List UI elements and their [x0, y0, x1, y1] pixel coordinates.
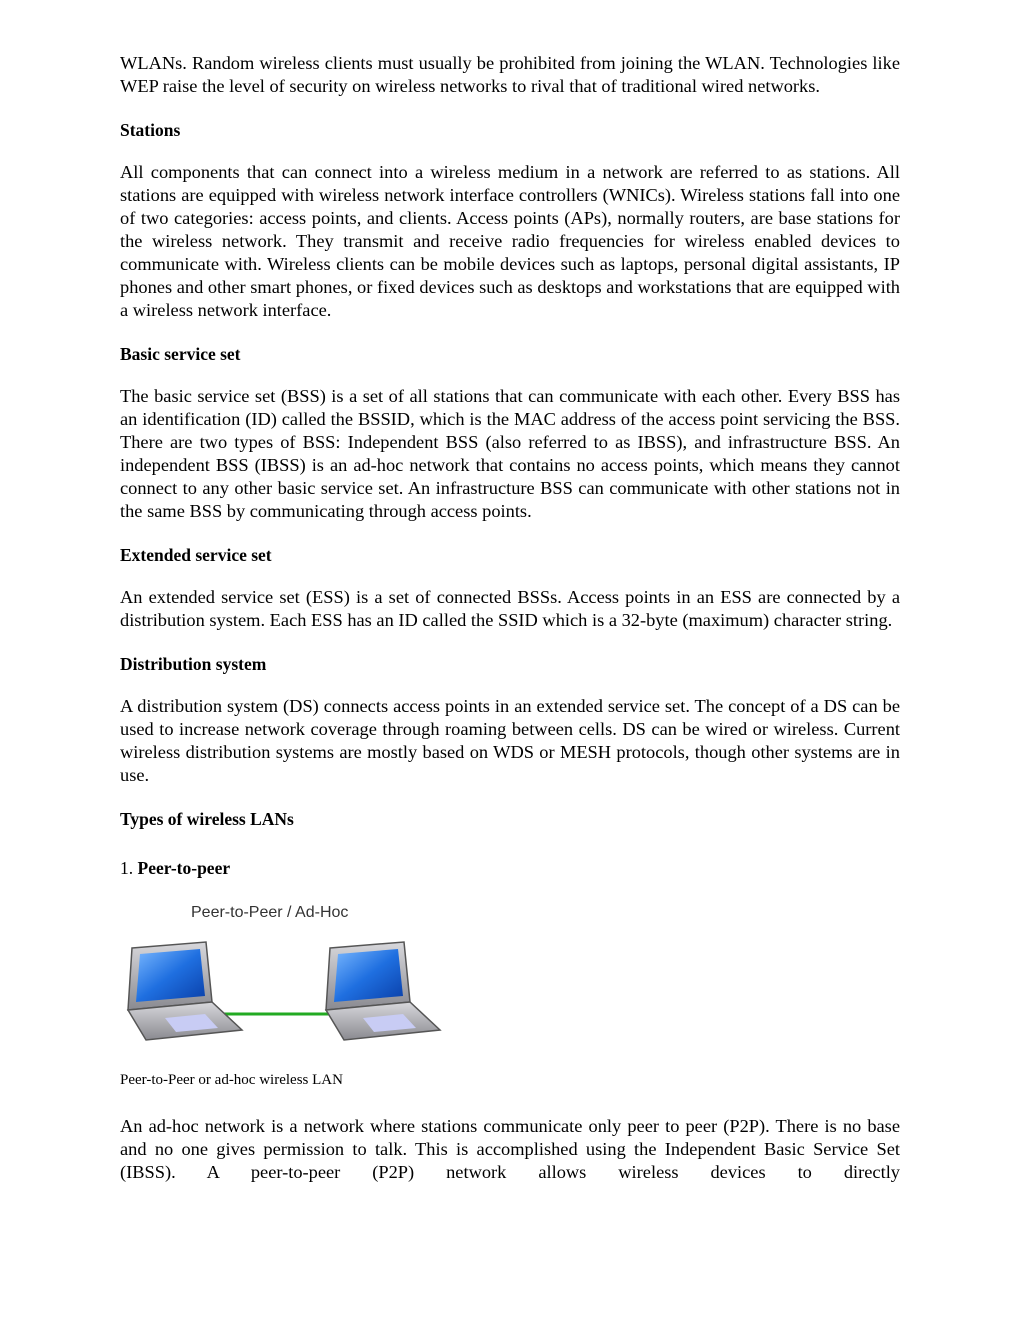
intro-paragraph: WLANs. Random wireless clients must usually be prohibited from joining the WLAN. Technologies like WEP raise the level of security on wireless networks to rival that of traditional wired networks.	[120, 53, 900, 96]
closing-paragraph: An ad-hoc network is a network where stations communicate only peer to peer (P2P). There is no base and no one gives permission to talk. This is accomplished using the Independent Basic Service Set (IBSS). A peer-to-peer (P2P) network allows wireless devices to directly	[120, 1116, 900, 1182]
section-body-basic-service-set: The basic service set (BSS) is a set of all stations that can communicate with each other. Every BSS has an identification (ID) called the BSSID, which is the MAC address of the access point servicing the BSS. There are two types of BSS: Independent BSS (also referred to as IBSS), and infrastructure BSS. An independent BSS (IBSS) is an ad-hoc network that contains no access points, which means they cannot connect to any other basic service set. An infrastructure BSS can communicate with other stations not in the same BSS by communicating through access points.	[120, 386, 900, 521]
list-item-peer-to-peer	[120, 857, 900, 880]
section-body-extended-service-set: An extended service set (ESS) is a set of connected BSSs. Access points in an ESS are connected by a distribution system. Each ESS has an ID called the SSID which is a 32-byte (maximum) character string.	[120, 587, 900, 630]
section-heading-basic-service-set: Basic service set	[120, 344, 241, 364]
types-heading: Types of wireless LANs	[120, 809, 294, 829]
laptop-icon-right	[326, 942, 440, 1040]
section-heading-distribution-system: Distribution system	[120, 654, 267, 674]
list-label: Peer-to-peer	[137, 858, 231, 878]
section-heading-extended-service-set: Extended service set	[120, 545, 272, 565]
figure-title: Peer-to-Peer / Ad-Hoc	[191, 904, 349, 921]
section-body-stations: All components that can connect into a wireless medium in a network are referred to as stations. All stations are equipped with wireless network interface controllers (WNICs). Wireless stations fall into one of two categories: access points, and clients. Access points (APs), normally routers, are base stations for the wireless network. They transmit and receive radio frequencies for wireless enabled devices to communicate with. Wireless clients can be mobile devices such as laptops, personal digital assistants, IP phones and other smart phones, or fixed devices such as desktops and workstations that are equipped with a wireless network interface.	[120, 162, 900, 320]
section-body-distribution-system: A distribution system (DS) connects access points in an extended service set. The concept of a DS can be used to increase network coverage through roaming between cells. DS can be wired or wireless. Current wireless distribution systems are mostly based on WDS or MESH protocols, though other systems are in use.	[120, 696, 900, 785]
document-page	[120, 52, 900, 1184]
laptop-icon-left	[128, 942, 242, 1040]
peer-to-peer-diagram	[120, 904, 460, 1064]
figure-caption: Peer-to-Peer or ad-hoc wireless LAN	[120, 1072, 343, 1088]
peer-to-peer-figure	[120, 904, 460, 1064]
section-heading-stations: Stations	[120, 120, 181, 140]
list-number: 1.	[120, 858, 134, 878]
